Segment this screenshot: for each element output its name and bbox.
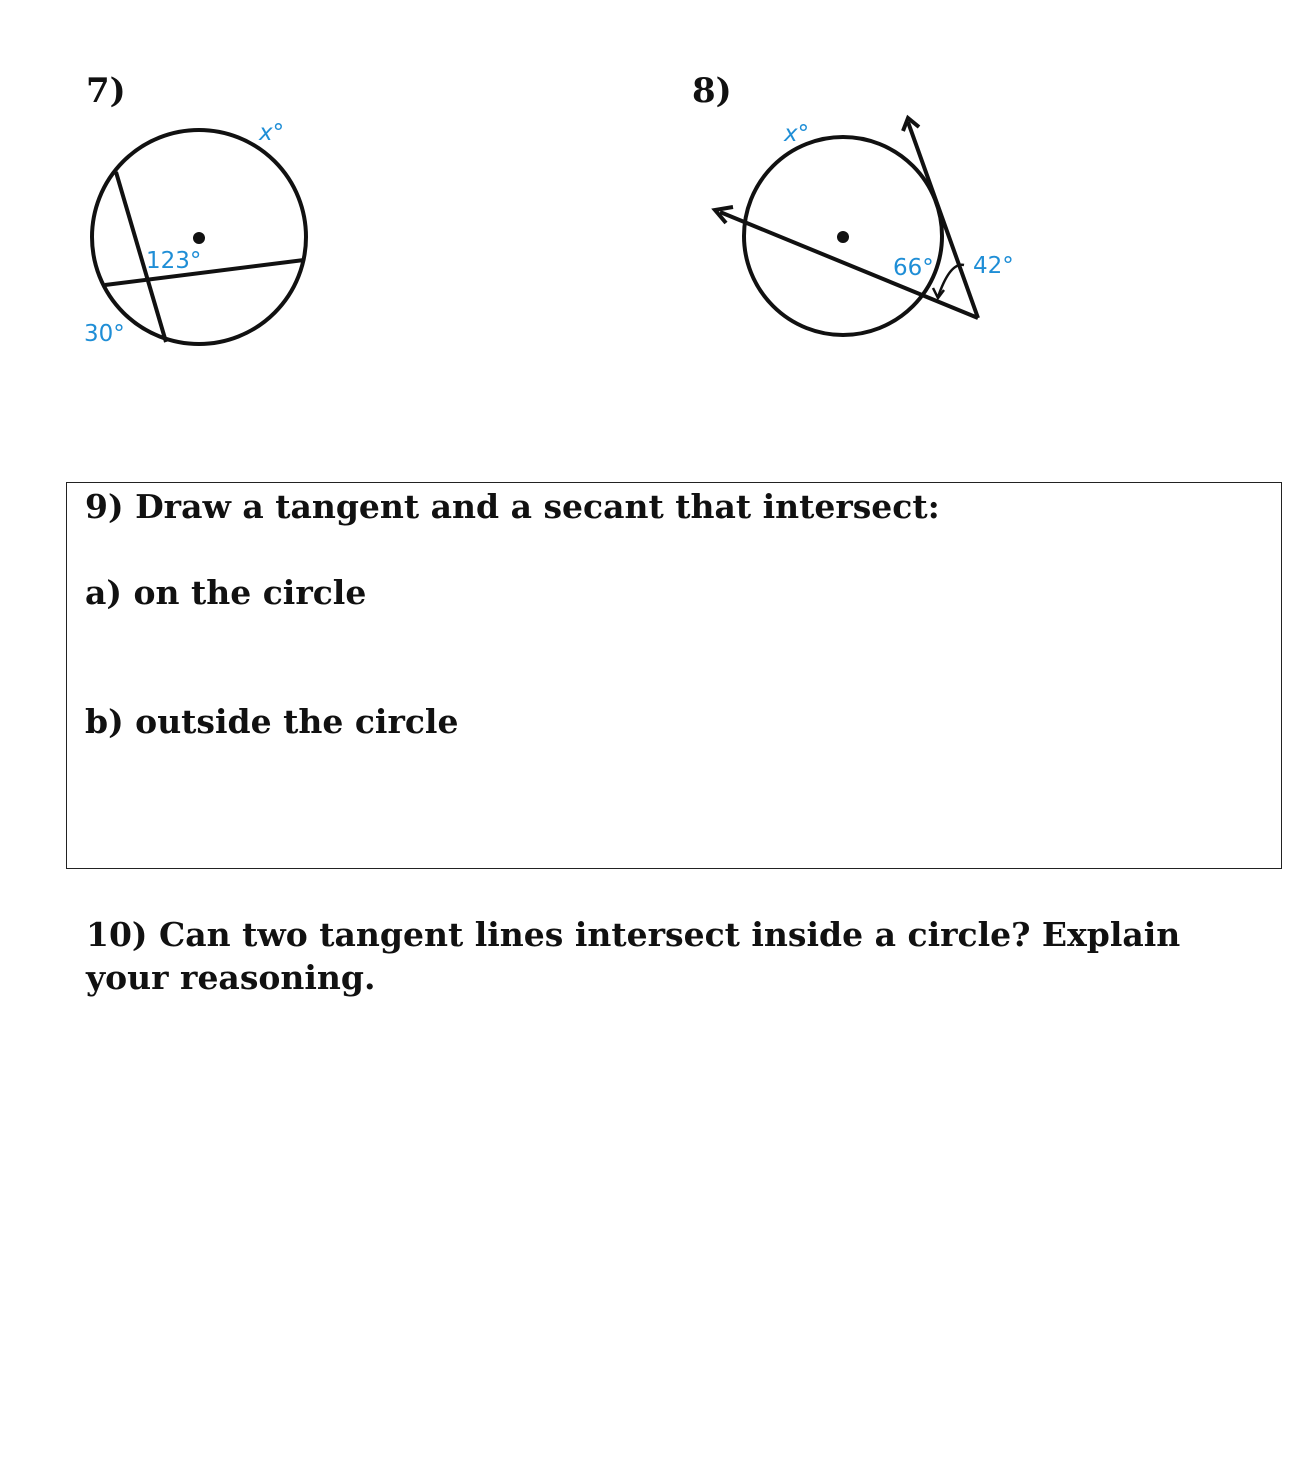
problem-8-arc-label: x°	[784, 121, 810, 147]
problem-8-arc-66-label: 66°	[893, 255, 934, 281]
problem-10-prompt: 10) Can two tangent lines intersect inside a circle? Explain your reasoning.	[86, 915, 1181, 997]
problem-8-figure	[680, 100, 1060, 370]
problem-7-chord-2	[105, 260, 304, 285]
problem-8-center-dot	[837, 231, 849, 243]
problem-8-number: 8)	[692, 71, 732, 111]
problem-9-prompt: 9) Draw a tangent and a secant that intersect:	[85, 487, 940, 526]
problem-7-angle-label: 123°	[146, 248, 202, 274]
problem-9-part-a: a) on the circle	[85, 573, 367, 612]
problem-7-arc-label: x°	[259, 120, 285, 146]
problem-7-small-arc-label: 30°	[84, 321, 125, 347]
problem-9-box	[66, 482, 1282, 869]
problem-8-tangent	[908, 122, 978, 318]
problem-7-figure	[0, 100, 360, 370]
problem-7-center-dot	[193, 232, 205, 244]
problem-9-part-b: b) outside the circle	[85, 702, 459, 741]
problem-8-angle-label: 42°	[973, 253, 1014, 279]
problem-7-number: 7)	[86, 71, 126, 111]
